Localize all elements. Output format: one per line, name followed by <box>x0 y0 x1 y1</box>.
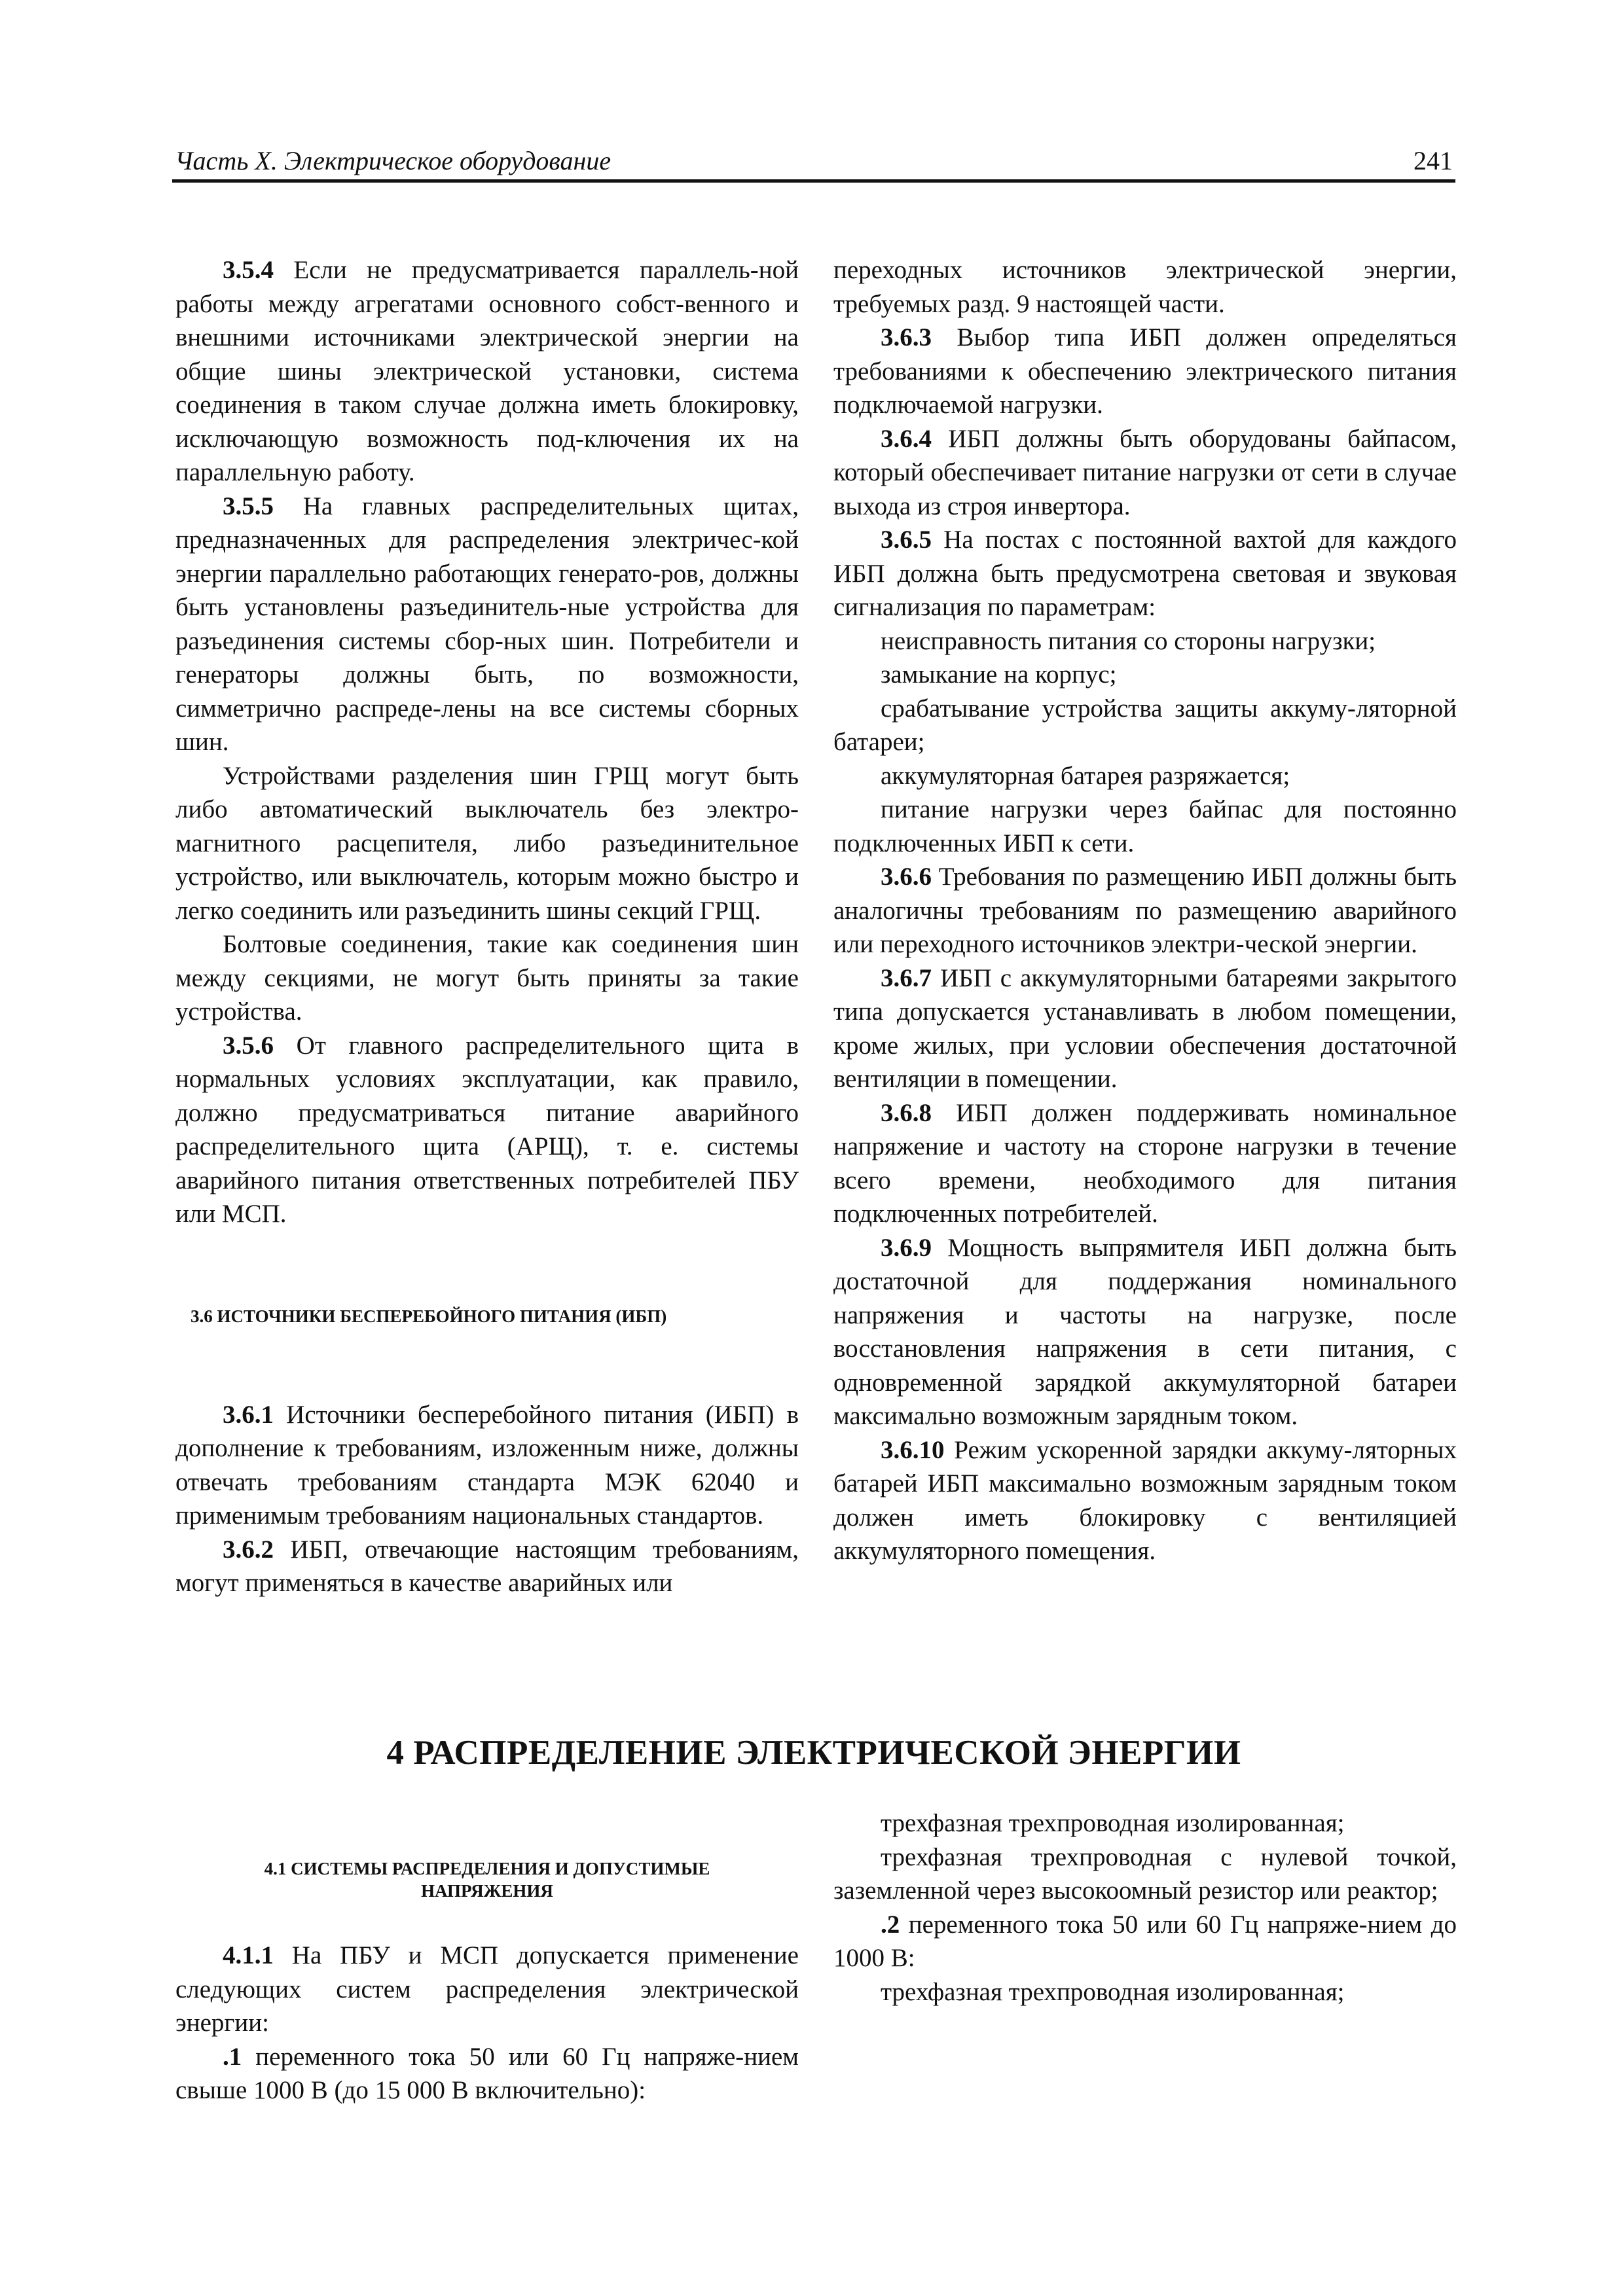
item-number: .2 <box>881 1910 900 1939</box>
clause-number: 3.6.1 <box>223 1400 274 1429</box>
clause-number: 3.6.4 <box>881 424 932 453</box>
clause-number: 3.6.10 <box>881 1435 945 1464</box>
paragraph-text: На главных распределительных щитах, предназначенных для распределения электричес-кой энергии параллельно работающих генерато-ров, должны быть установлены разъединитель-ные устройства для разъединения системы сбор-ных шин. Потребители и генераторы должны быть, по возможности, симметрично распреде-лены на все системы сборных шин. <box>175 492 799 756</box>
paragraph-bolted-connections: Болтовые соединения, такие как соединения шин между секциями, не могут быть приняты за такие устройства. <box>175 930 799 1026</box>
clause-number: 3.6.6 <box>881 863 932 891</box>
running-header-title: Часть X. Электрическое оборудование <box>175 146 611 175</box>
clause-number: 3.6.8 <box>881 1098 932 1127</box>
paragraph-text: переменного тока 50 или 60 Гц напряже-нием до 1000 В: <box>833 1910 1457 1972</box>
list-item: трехфазная трехпроводная изолированная; <box>881 1809 1345 1837</box>
clause-number: 3.5.4 <box>223 256 274 284</box>
paragraph-text: Мощность выпрямителя ИБП должна быть достаточной для поддержания номинального напряжения и частоты на нагрузке, после восстановления напряжения в сети питания, с одновременной зарядкой аккумуляторной батареи максимально возможным зарядным током. <box>833 1233 1457 1430</box>
paragraph-text: ИБП, отвечающие настоящим требованиям, могут применяться в качестве аварийных или <box>175 1535 799 1597</box>
paragraph-3-6-6 <box>833 860 1457 961</box>
left-column-bottom <box>175 1939 799 2108</box>
list-item: срабатывание устройства защиты аккуму-ляторной батареи; <box>833 694 1457 756</box>
list-item: трехфазная трехпроводная изолированная; <box>881 1977 1345 2006</box>
paragraph-item-2 <box>833 1908 1457 1975</box>
paragraph-text: переменного тока 50 или 60 Гц напряже-нием свыше 1000 В (до 15 000 В включительно): <box>175 2042 799 2104</box>
item-number: .1 <box>223 2042 242 2071</box>
paragraph-3-5-4 <box>175 253 799 490</box>
list-item: трехфазная трехпроводная с нулевой точкой, заземленной через высокоомный резистор или реактор; <box>833 1842 1457 1905</box>
list-item: питание нагрузки через байпас для постоянно подключенных ИБП к сети. <box>833 795 1457 857</box>
clause-number: 3.5.5 <box>223 492 274 520</box>
clause-number: 4.1.1 <box>223 1941 274 1969</box>
chapter-title: 4 РАСПРЕДЕЛЕНИЕ ЭЛЕКТРИЧЕСКОЙ ЭНЕРГИИ <box>386 1734 1241 1772</box>
page-number: 241 <box>1413 146 1453 175</box>
list-item: замыкание на корпус; <box>881 660 1117 689</box>
clause-number: 3.6.5 <box>881 526 932 554</box>
section-heading-line: НАПРЯЖЕНИЯ <box>421 1881 553 1901</box>
paragraph-text: Если не предусматривается параллель-ной работы между агрегатами основного собст-венного и внешними источниками электрической энергии на общие шины электрической установки, система соединения в таком случае должна иметь блокировку, исключающую возможность под-ключения их на параллельную работу. <box>175 256 799 486</box>
left-column-top <box>175 253 799 1600</box>
paragraph-text: На постах с постоянной вахтой для каждого ИБП должна быть предусмотрена световая и звуковая сигнализация по параметрам: <box>833 526 1457 621</box>
paragraph-text: На ПБУ и МСП допускается применение следующих систем распределения электрической энергии: <box>175 1941 799 2037</box>
paragraph-text: ИБП должен поддерживать номинальное напряжение и частоту на стороне нагрузки в течение всего времени, необходимого для питания подключенных потребителей. <box>833 1098 1457 1228</box>
section-heading-line: 4.1 СИСТЕМЫ РАСПРЕДЕЛЕНИЯ И ДОПУСТИМЫЕ <box>264 1859 710 1878</box>
paragraph-3-6-9 <box>833 1231 1457 1433</box>
paragraph-text: От главного распределительного щита в нормальных условиях эксплуатации, как правило, должно предусматриваться питание аварийного распределительного щита (АРЩ), т. е. системы аварийного питания ответственных потребителей ПБУ или МСП. <box>175 1031 799 1228</box>
paragraph-bus-separation: Устройствами разделения шин ГРЩ могут быть либо автоматический выключатель без электро-магнитного расцепителя, либо разъединительное устройство, или выключатель, которым можно быстро и легко соединить или разъединить шины секций ГРЩ. <box>175 761 799 925</box>
paragraph-3-6-7 <box>833 961 1457 1096</box>
right-column-top <box>833 253 1457 1568</box>
paragraph-3-5-6 <box>175 1029 799 1231</box>
list-item: неисправность питания со стороны нагрузки; <box>881 626 1376 655</box>
paragraph-item-1 <box>175 2040 799 2108</box>
paragraph-text: Источники бесперебойного питания (ИБП) в дополнение к требованиям, изложенным ниже, должны отвечать требованиям стандарта МЭК 62040 и применимым требованиям национальных стандартов. <box>175 1400 799 1530</box>
section-heading-3-6: 3.6 ИСТОЧНИКИ БЕСПЕРЕБОЙНОГО ПИТАНИЯ (ИБП) <box>191 1306 667 1326</box>
paragraph-3-6-2 <box>175 1533 799 1600</box>
clause-number: 3.6.9 <box>881 1233 932 1262</box>
list-item: аккумуляторная батарея разряжается; <box>881 761 1290 790</box>
right-column-bottom <box>833 1806 1457 2009</box>
paragraph-3-6-5 <box>833 523 1457 624</box>
clause-number: 3.5.6 <box>223 1031 274 1060</box>
paragraph-text: Выбор типа ИБП должен определяться требованиями к обеспечению электрического питания подключаемой нагрузки. <box>833 323 1457 419</box>
paragraph-3-6-3 <box>833 321 1457 422</box>
running-header <box>172 145 1455 183</box>
clause-number: 3.6.7 <box>881 963 932 992</box>
clause-number: 3.6.3 <box>881 323 932 351</box>
paragraph-text: ИБП должны быть оборудованы байпасом, который обеспечивает питание нагрузки от сети в случае выхода из строя инвертора. <box>833 424 1457 520</box>
paragraph-3-5-5 <box>175 490 799 759</box>
paragraph-3-6-8 <box>833 1096 1457 1231</box>
paragraph-3-6-4 <box>833 422 1457 524</box>
paragraph-text: ИБП с аккумуляторными батареями закрытого типа допускается устанавливать в любом помещении, кроме жилых, при условии обеспечения достаточной вентиляции в помещении. <box>833 963 1457 1093</box>
paragraph-text: Режим ускоренной зарядки аккуму-ляторных батарей ИБП максимально возможным зарядным током должен иметь блокировку с вентиляцией аккумуляторного помещения. <box>833 1435 1457 1565</box>
paragraph-continuation: переходных источников электрической энергии, требуемых разд. 9 настоящей части. <box>833 256 1457 318</box>
section-heading-4-1 <box>175 1857 799 1902</box>
paragraph-text: Требования по размещению ИБП должны быть аналогичны требованиям по размещению аварийного или переходного источников электри-ческой энергии. <box>833 863 1457 958</box>
paragraph-3-6-1 <box>175 1398 799 1533</box>
paragraph-3-6-10 <box>833 1433 1457 1568</box>
clause-number: 3.6.2 <box>223 1535 274 1564</box>
paragraph-4-1-1 <box>175 1939 799 2040</box>
